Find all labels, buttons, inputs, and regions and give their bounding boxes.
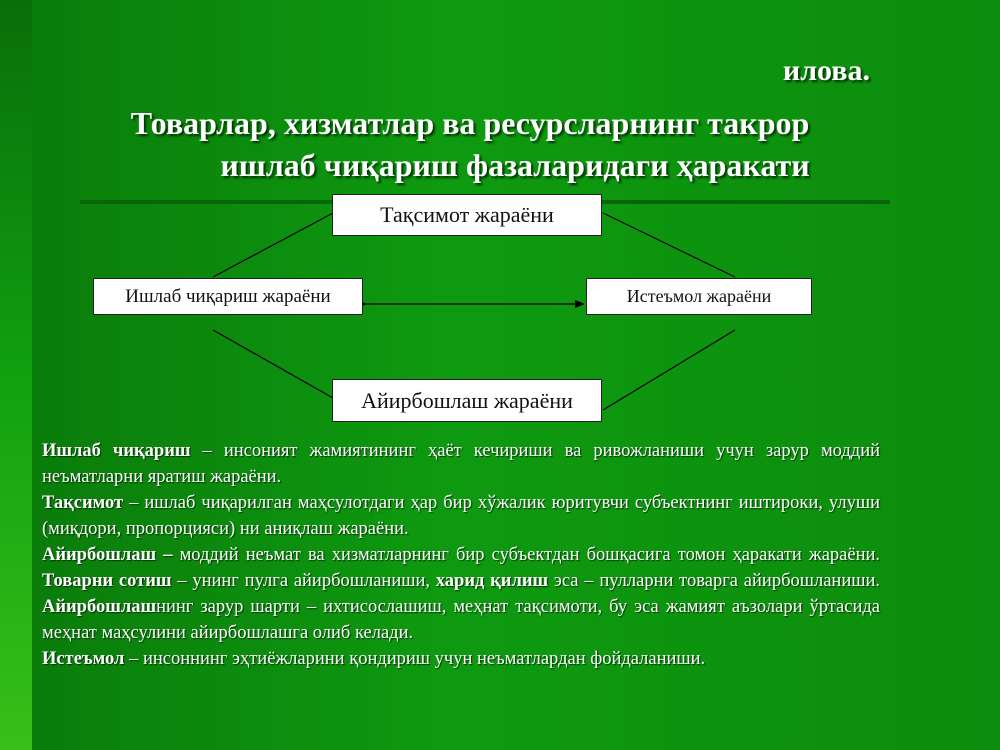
term-purchase: харид қилиш — [435, 571, 549, 591]
definition-exchange-text-2: – унинг пулга айирбошланиши, — [171, 571, 436, 591]
node-distribution: Тақсимот жараёни — [332, 194, 602, 236]
connector-top-right — [603, 213, 735, 277]
term-consumption: Истеъмол — [42, 649, 125, 669]
term-production: Ишлаб чиқариш — [42, 441, 191, 461]
definition-distribution — [42, 490, 880, 542]
appendix-label: илова. — [782, 54, 870, 87]
node-exchange: Айирбошлаш жараёни — [332, 379, 602, 422]
term-exchange-2: Айирбошлаш — [42, 597, 157, 617]
definition-production — [42, 438, 880, 490]
connector-bottom-right — [603, 330, 735, 410]
definition-exchange-text-1: моддий неъмат ва хизматларнинг бир субъектдан бошқасига томон ҳаракати жараёни. — [172, 545, 881, 565]
title-line-1: Товарлар, хизматлар ва ресурсларнинг такрор — [130, 105, 810, 141]
definition-exchange — [42, 542, 880, 646]
term-distribution: Тақсимот — [42, 493, 124, 513]
node-consumption: Истеъмол жараёни — [586, 278, 812, 315]
definition-consumption-text: – инсоннинг эҳтиёжларини қондириш учун неъматлардан фойдаланиши. — [124, 649, 706, 669]
definition-exchange-text-4: нинг зарур шарти – ихтисослашиш, меҳнат тақсимоти, бу эса жамият аъзолари ўртасида меҳнат маҳсулини айирбошлашга олиб келади. — [42, 597, 880, 643]
definition-consumption — [42, 646, 880, 672]
definition-exchange-text-3: эса – пулларни товарга айирбошланиши. — [548, 571, 880, 591]
term-exchange: Айирбошлаш – — [42, 545, 173, 565]
connector-left-top — [213, 213, 333, 277]
title-line-2: ишлаб чиқариш фазаларидаги ҳаракати — [220, 147, 810, 183]
definitions-text — [42, 438, 880, 672]
definition-distribution-text: – ишлаб чиқарилган маҳсулотдаги ҳар бир хўжалик юритувчи субъектнинг иштироки, улуши (миқдори, пропорцияси) ни аниқлаш жараёни. — [42, 493, 880, 539]
definition-production-text: – инсоният жамиятининг ҳаёт кечириши ва ривожланиши учун зарур моддий неъматларни яратиш жараёни. — [42, 441, 880, 487]
node-production: Ишлаб чиқариш жараёни — [93, 278, 363, 315]
connector-left-bottom — [213, 330, 333, 398]
term-selling-goods: Товарни сотиш — [42, 571, 172, 591]
